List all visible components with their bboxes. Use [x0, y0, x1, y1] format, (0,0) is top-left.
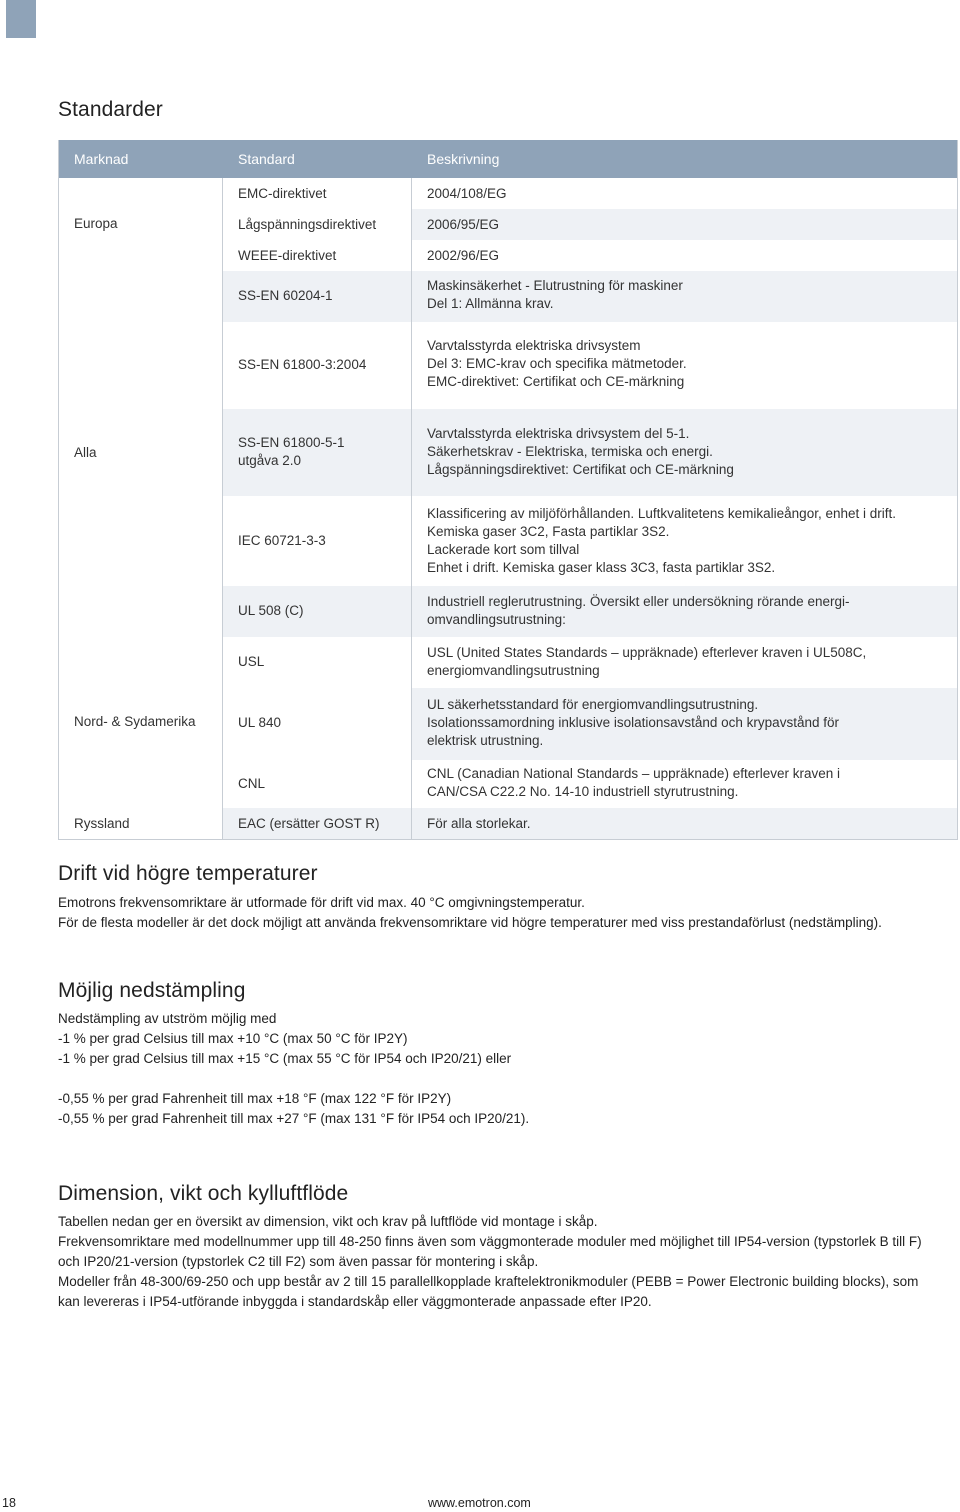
dimension-line-3: och IP20/21-version (typstorlek C2 till F2) som även passar för montering i skåp.	[58, 1254, 539, 1269]
table-row-desc: Maskinsäkerhet - Elutrustning för maskiner Del 1: Allmänna krav.	[412, 271, 957, 322]
mojlig-line-3: -1 % per grad Celsius till max +15 °C (max 55 °C för IP54 och IP20/21) eller	[58, 1051, 512, 1066]
table-row: CNL	[223, 760, 412, 808]
section-title-standarder: Standarder	[58, 98, 163, 121]
table-row: IEC 60721-3-3	[223, 496, 412, 586]
corner-tab	[6, 0, 36, 38]
dimension-line-5: kan levereras i IP54-utförande inbyggda i standardskåp eller väggmonterade anpassade efter IP20.	[58, 1294, 652, 1309]
dimension-line-2: Frekvensomriktare med modellnummer upp till 48-250 finns även som väggmonterade moduler med möjlighet till IP54-version (typstorlek B till F)	[58, 1234, 922, 1249]
dimension-line-1: Tabellen nedan ger en översikt av dimension, vikt och krav på luftflöde vid montage i skåp.	[58, 1214, 598, 1229]
mojlig-line-4: -0,55 % per grad Fahrenheit till max +18 °F (max 122 °F för IP2Y)	[58, 1091, 452, 1106]
table-row-desc: Klassificering av miljöförhållanden. Luftkvalitetens kemikalieångor, enhet i drift. Kemiska gaser 3C2, Fasta partiklar 3S2. Lackerade kort som tillval Enhet i drift. Kemiska gaser klass 3C3, fasta partiklar 3S2.	[412, 496, 957, 586]
table-row: EMC-direktivet	[223, 178, 412, 209]
section-title-drift: Drift vid högre temperaturer	[58, 862, 318, 885]
market-nord-sydamerika: Nord- & Sydamerika	[59, 637, 223, 808]
table-row: UL 840	[223, 688, 412, 760]
drift-line-2: För de flesta modeller är det dock möjligt att använda frekvensomriktare vid högre temperaturer med viss prestandaförlust (nedstämpling).	[58, 915, 882, 930]
header-beskrivning: Beskrivning	[427, 151, 500, 167]
standards-table	[58, 140, 958, 840]
page-number: 18	[2, 1496, 16, 1510]
section-title-dimension: Dimension, vikt och kylluftflöde	[58, 1182, 349, 1205]
table-row-desc: Varvtalsstyrda elektriska drivsystem Del 3: EMC-krav och specifika mätmetoder. EMC-direktivet: Certifikat och CE-märkning	[412, 322, 957, 409]
table-row: USL	[223, 637, 412, 688]
dimension-line-4: Modeller från 48-300/69-250 och upp består av 2 till 15 parallellkopplade kraftelektronikmoduler (PEBB = Power Electronic building blocks), som	[58, 1274, 919, 1289]
header-standard: Standard	[238, 151, 295, 167]
table-row: UL 508 (C)	[223, 586, 412, 637]
mojlig-line-1: Nedstämpling av utström möjlig med	[58, 1011, 277, 1026]
section-title-mojlig: Möjlig nedstämpling	[58, 979, 246, 1002]
table-row-desc: Industriell reglerutrustning. Översikt eller undersökning rörande energi- omvandlingsutrustning:	[412, 586, 957, 637]
table-header	[59, 140, 957, 178]
table-row-desc: USL (United States Standards – uppräknade) efterlever kraven i UL508C, energiomvandlingsutrustning	[412, 637, 957, 688]
table-row-desc: Varvtalsstyrda elektriska drivsystem del 5-1. Säkerhetskrav - Elektriska, termiska och energi. Lågspänningsdirektivet: Certifikat och CE-märkning	[412, 409, 957, 496]
table-row: Lågspänningsdirektivet	[223, 209, 412, 240]
market-europa: Europa	[59, 178, 223, 271]
footer-url[interactable]: www.emotron.com	[428, 1496, 531, 1510]
mojlig-line-2: -1 % per grad Celsius till max +10 °C (max 50 °C för IP2Y)	[58, 1031, 408, 1046]
mojlig-line-5: -0,55 % per grad Fahrenheit till max +27 °F (max 131 °F för IP54 och IP20/21).	[58, 1111, 530, 1126]
table-row: SS-EN 60204-1	[223, 271, 412, 322]
header-marknad: Marknad	[74, 151, 129, 167]
table-row: SS-EN 61800-5-1 utgåva 2.0	[223, 409, 412, 496]
table-row: WEEE-direktivet	[223, 240, 412, 271]
drift-line-1: Emotrons frekvensomriktare är utformade för drift vid max. 40 °C omgivningstemperatur.	[58, 895, 585, 910]
table-row-desc: 2002/96/EG	[412, 240, 957, 271]
table-row-desc: 2004/108/EG	[412, 178, 957, 209]
table-row-desc: För alla storlekar.	[412, 808, 957, 839]
table-row-desc: UL säkerhetsstandard för energiomvandlingsutrustning. Isolationssamordning inklusive isolationsavstånd och krypavstånd för elektrisk utrustning.	[412, 688, 957, 760]
table-row-desc: 2006/95/EG	[412, 209, 957, 240]
table-row-desc: CNL (Canadian National Standards – uppräknade) efterlever kraven i CAN/CSA C22.2 No. 14-10 industriell styrutrustning.	[412, 760, 957, 808]
market-alla: Alla	[59, 271, 223, 637]
table-row: SS-EN 61800-3:2004	[223, 322, 412, 409]
table-row: EAC (ersätter GOST R)	[223, 808, 412, 839]
market-ryssland: Ryssland	[59, 808, 223, 839]
